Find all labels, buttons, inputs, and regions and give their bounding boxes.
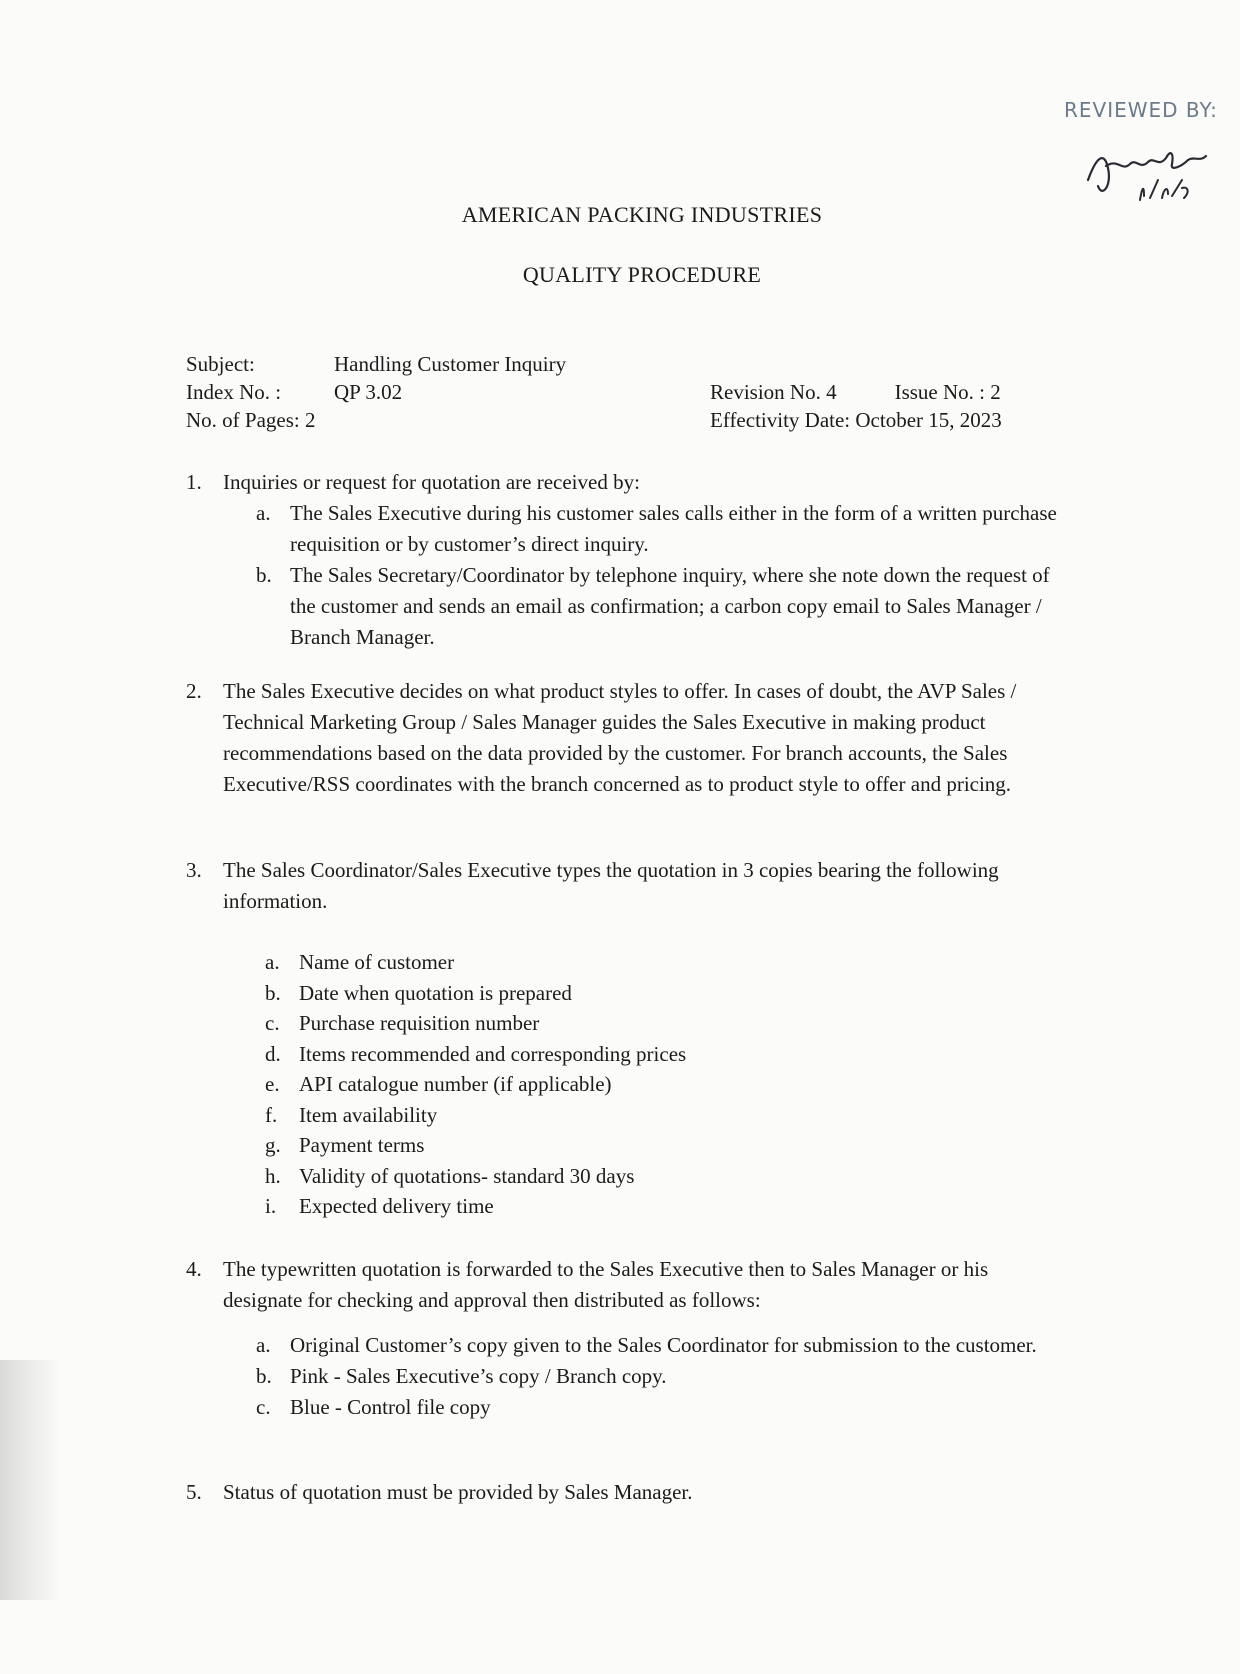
sub-item-text: Expected delivery time: [299, 1194, 494, 1218]
scan-edge-shadow: [0, 1360, 60, 1600]
sub-item: [265, 978, 1066, 1009]
sub-item-text: API catalogue number (if applicable): [299, 1072, 612, 1096]
sub-item-text: The Sales Secretary/Coordinator by telephone inquiry, where she note down the request of the customer and sends an email as confirmation; a carbon copy email to Sales Manager / Branch Manager.: [290, 563, 1050, 649]
sub-item-letter: a.: [265, 950, 280, 974]
sub-item-text: Name of customer: [299, 950, 455, 974]
sub-item-text: Item availability: [299, 1102, 438, 1127]
item-number: 1.: [186, 470, 202, 494]
sub-item-letter: b.: [256, 563, 272, 587]
item-number: 4.: [186, 1257, 202, 1281]
sub-item-letter: e.: [265, 1072, 280, 1096]
index-row: [186, 378, 566, 406]
sub-item-letter: a.: [256, 501, 271, 525]
sub-item-text: Validity of quotations- standard 30 days: [299, 1163, 635, 1188]
sub-item-letter: c.: [256, 1395, 271, 1419]
item-text: Status of quotation must be provided by Sales Manager.: [223, 1480, 693, 1504]
sub-item-letter: g.: [265, 1133, 281, 1157]
sub-item: [256, 1330, 1066, 1361]
reviewed-by-stamp: REVIEWED BY:: [1064, 98, 1218, 122]
index-label: Index No. :: [186, 380, 282, 404]
pages-label: No. of Pages:: [186, 408, 300, 432]
sub-item-text: Payment terms: [299, 1133, 425, 1157]
procedure-item-1: [186, 467, 1066, 653]
item-text: The Sales Coordinator/Sales Executive types the quotation in 3 copies bearing the following information.: [223, 858, 999, 913]
procedure-item-5: [186, 1477, 1066, 1508]
sub-item-letter: b.: [256, 1364, 272, 1388]
item-number: 5.: [186, 1480, 202, 1504]
item-number: 3.: [186, 858, 202, 882]
index-value: QP 3.02: [334, 380, 403, 404]
sub-item-text: Date when quotation is prepared: [299, 980, 572, 1005]
effectivity-date: Effectivity Date: October 15, 2023: [710, 408, 1002, 432]
sub-item-letter: f.: [265, 1102, 278, 1127]
sub-item: [256, 498, 1066, 560]
sub-item: [256, 1392, 1066, 1423]
sub-item: [256, 1361, 1066, 1392]
subject-label: Subject:: [186, 352, 255, 376]
sub-item: [265, 1069, 1066, 1100]
item-number: 2.: [186, 679, 202, 703]
sub-item: [265, 1130, 1066, 1161]
document-type-title: QUALITY PROCEDURE: [522, 262, 762, 287]
sub-item: [265, 947, 1066, 978]
pages-row: [186, 406, 566, 434]
sub-item-letter: b.: [265, 980, 281, 1005]
sub-item-text: Items recommended and corresponding prices: [299, 1041, 687, 1066]
signature: [1078, 128, 1218, 208]
document-meta-right: [710, 378, 1002, 434]
document-meta-left: [186, 350, 566, 434]
sub-item: [265, 1100, 1066, 1131]
sub-item: [265, 1039, 1066, 1070]
company-title: AMERICAN PACKING INDUSTRIES: [461, 202, 823, 227]
sub-item-text: The Sales Executive during his customer sales calls either in the form of a written purchase requisition or by customer’s direct inquiry.: [290, 501, 1057, 556]
issue-number: Issue No. : 2: [894, 380, 1001, 404]
sub-item-letter: a.: [256, 1333, 271, 1357]
sub-item-text: Blue - Control file copy: [290, 1395, 491, 1419]
sub-item: [265, 1008, 1066, 1039]
sub-item: [256, 560, 1066, 653]
revision-issue-row: [710, 378, 1002, 406]
subject-row: [186, 350, 566, 378]
sub-item-text: Purchase requisition number: [299, 1011, 540, 1035]
sub-item-letter: i.: [265, 1194, 277, 1218]
sub-item: [265, 1191, 1066, 1222]
pages-value: 2: [305, 408, 316, 432]
item-text: The Sales Executive decides on what product styles to offer. In cases of doubt, the AVP Sales / Technical Marketing Group / Sales Manager guides the Sales Executive in making product recommendations based on the data provided by the customer. For branch accounts, the Sales Executive/RSS coordinates with the branch concerned as to product style to offer and pricing.: [223, 679, 1017, 796]
sub-item: [265, 1161, 1066, 1192]
item-text: The typewritten quotation is forwarded to the Sales Executive then to Sales Manager or his designate for checking and approval then distributed as follows:: [223, 1257, 989, 1312]
item-text: Inquiries or request for quotation are received by:: [223, 470, 640, 494]
procedure-item-3: [186, 855, 1066, 1222]
sub-item-letter: c.: [265, 1011, 280, 1035]
sub-item-letter: h.: [265, 1163, 281, 1188]
sub-item-text: Pink - Sales Executive’s copy / Branch copy.: [290, 1364, 667, 1388]
procedure-item-2: [186, 676, 1066, 800]
procedure-item-4: [186, 1254, 1066, 1423]
subject-value: Handling Customer Inquiry: [334, 352, 567, 376]
sub-item-text: Original Customer’s copy given to the Sales Coordinator for submission to the customer.: [290, 1333, 1037, 1357]
sub-item-letter: d.: [265, 1041, 281, 1066]
effectivity-row: [710, 406, 1002, 434]
revision-number: Revision No. 4: [710, 380, 837, 404]
